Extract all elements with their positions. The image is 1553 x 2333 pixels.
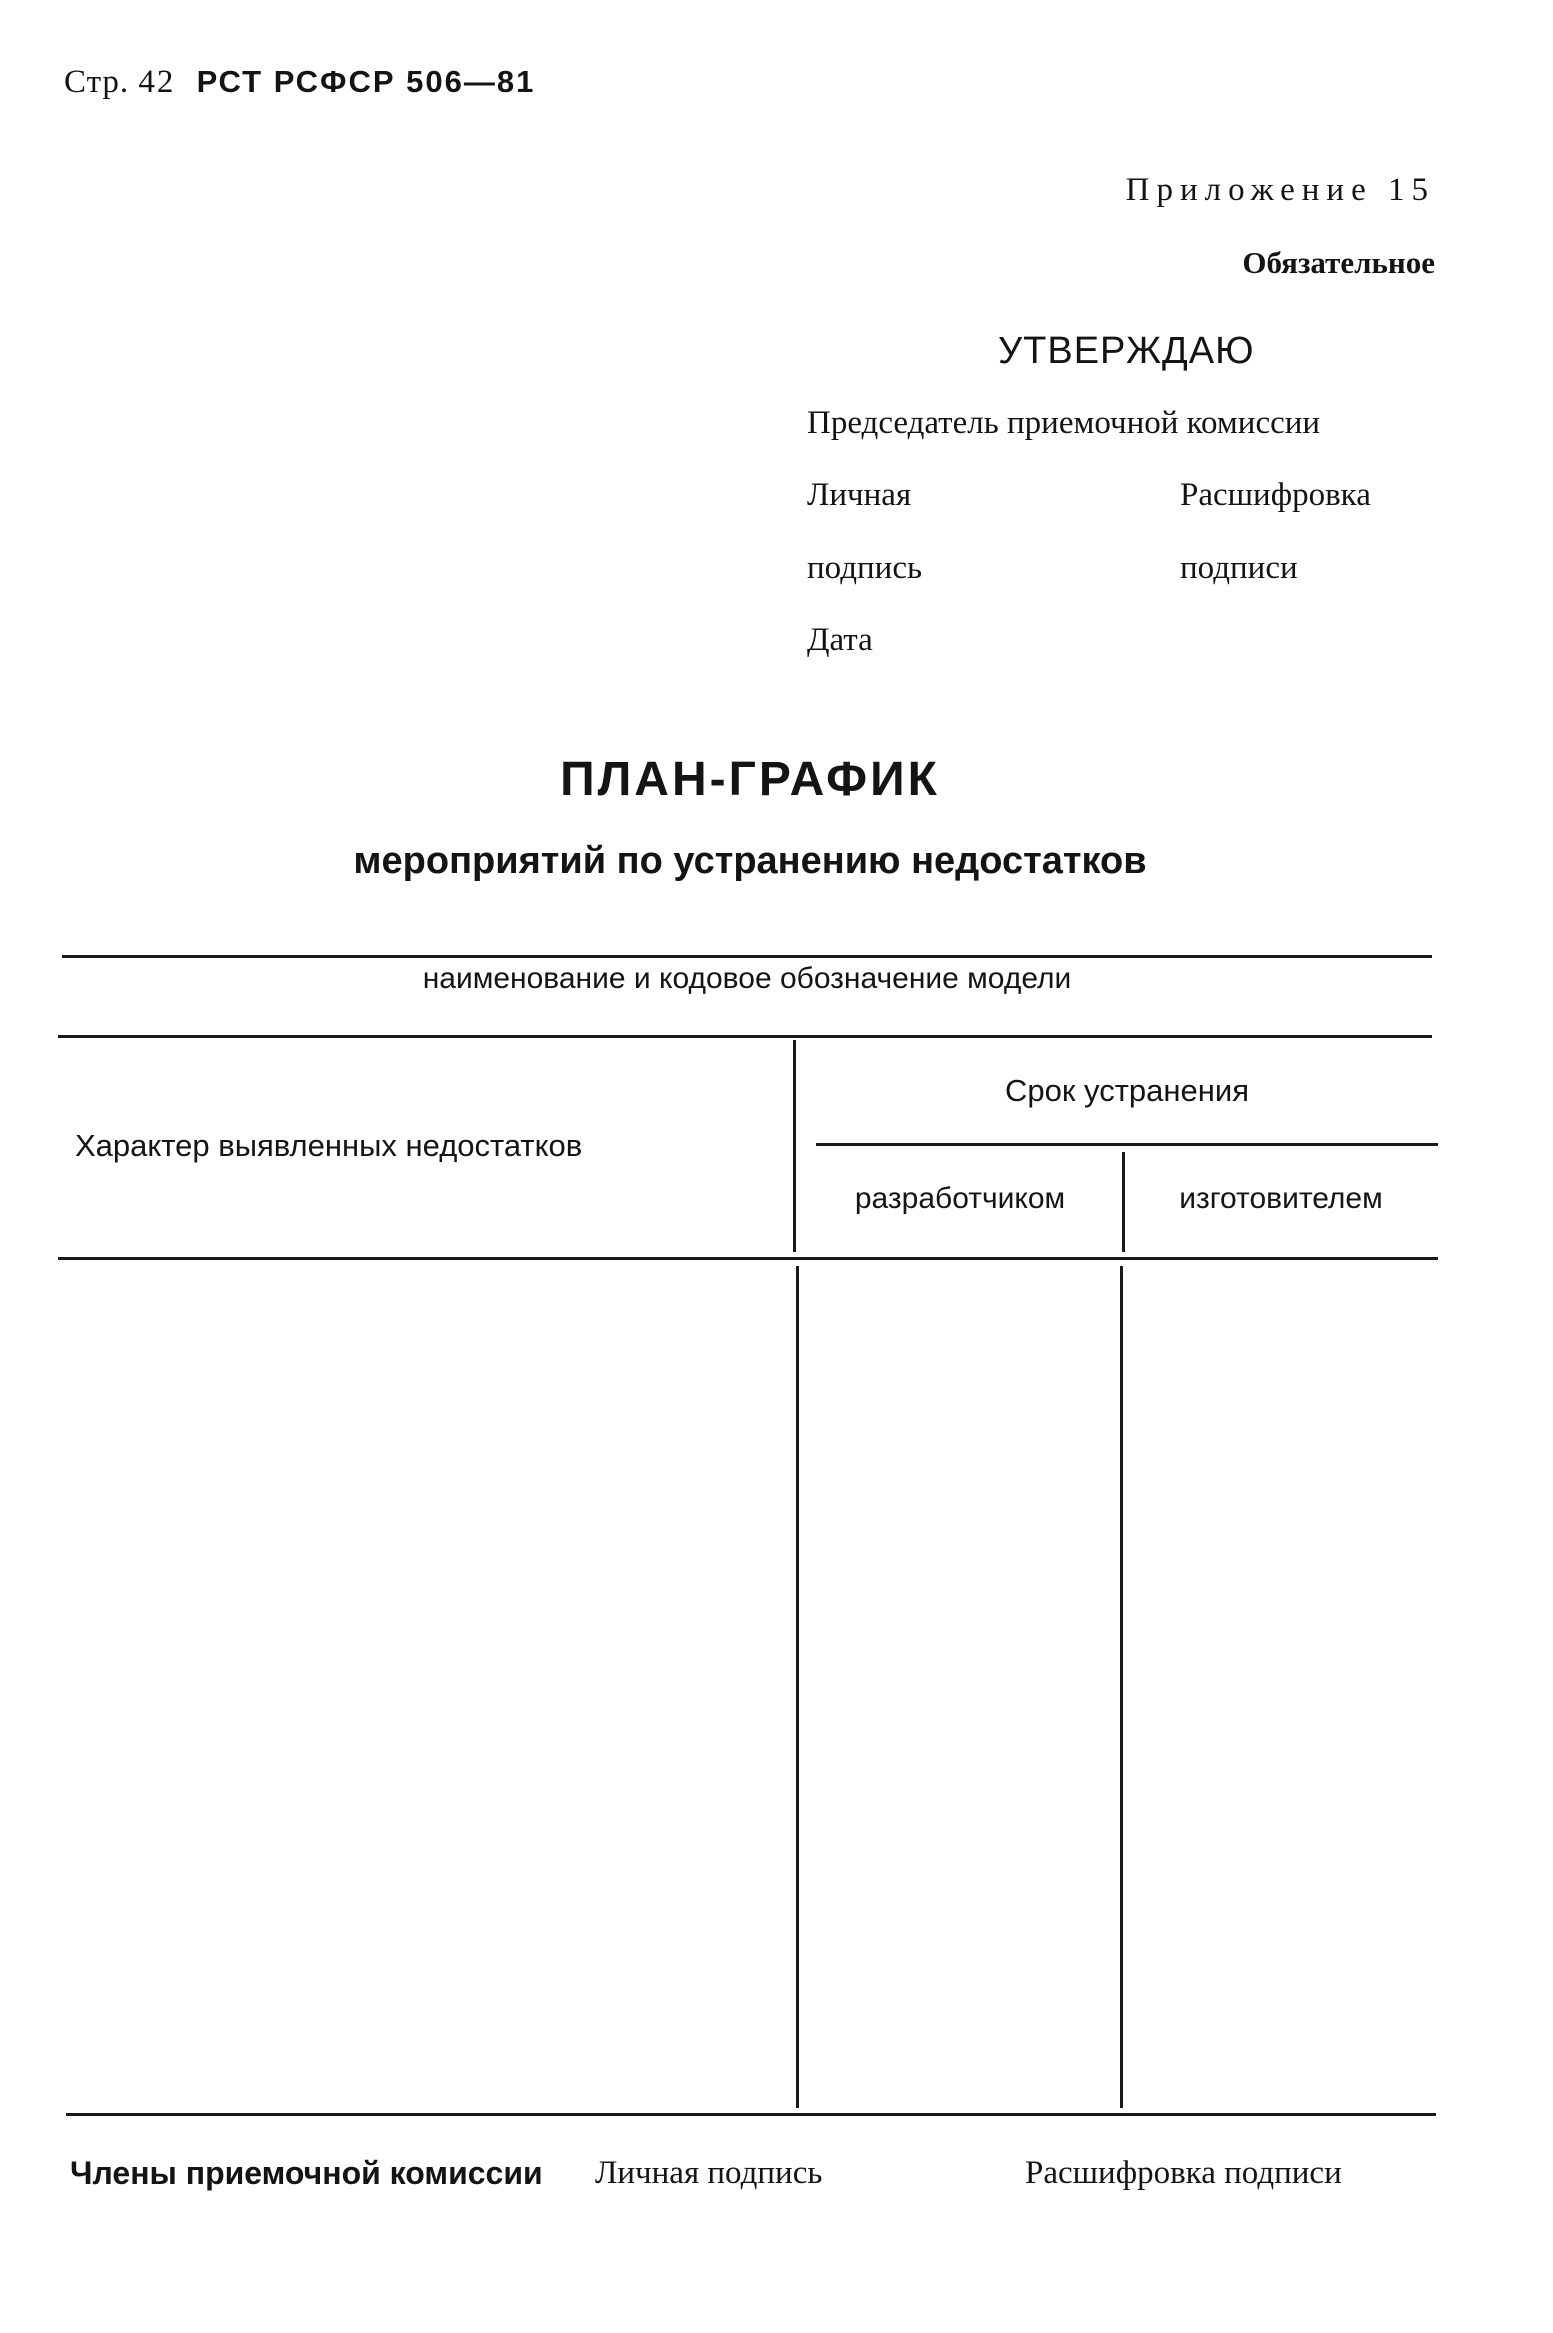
decoding-label-2: подписи [1180, 550, 1298, 586]
header-column-divider-1 [793, 1040, 796, 1252]
appendix-status: Обязательное [1242, 245, 1435, 280]
page-number: 42 [138, 64, 176, 100]
column-header-deadline: Срок устранения [1005, 1073, 1249, 1108]
model-name-line [62, 955, 1432, 958]
table-bottom-border [66, 2113, 1436, 2116]
page-label: Стр. [64, 64, 130, 100]
column-header-defects: Характер выявленных недостатков [75, 1128, 583, 1163]
header-column-divider-2 [1122, 1152, 1125, 1252]
chairman-label: Председатель приемочной комиссии [807, 405, 1321, 441]
document-title: ПЛАН-ГРАФИК [560, 753, 940, 806]
column-header-manufacturer: изготовителем [1179, 1182, 1383, 1215]
date-label: Дата [807, 622, 873, 658]
commission-members-label: Члены приемочной комиссии [70, 2155, 543, 2191]
decoding-label: Расшифровка [1180, 477, 1371, 513]
personal-signature-label: Личная подпись [595, 2155, 823, 2191]
body-column-divider-2 [1120, 1266, 1123, 2108]
standard-code: РСТ РСФСР 506—81 [196, 64, 536, 99]
appendix-label: Приложение 15 [1125, 172, 1435, 208]
signature-label: подпись [807, 550, 923, 586]
personal-label: Личная [807, 477, 912, 513]
body-column-divider-1 [796, 1266, 799, 2108]
approval-title: УТВЕРЖДАЮ [998, 330, 1255, 372]
table-top-border [58, 1035, 1432, 1038]
deadline-divider [816, 1143, 1438, 1146]
column-header-developer: разработчиком [854, 1182, 1066, 1215]
page-reference [64, 64, 535, 101]
document-subtitle: мероприятий по устранению недостатков [353, 840, 1147, 882]
signature-decoding-label: Расшифровка подписи [1025, 2155, 1342, 2191]
model-caption: наименование и кодовое обозначение модели [422, 962, 1072, 995]
table-header-bottom-border [58, 1257, 1438, 1260]
